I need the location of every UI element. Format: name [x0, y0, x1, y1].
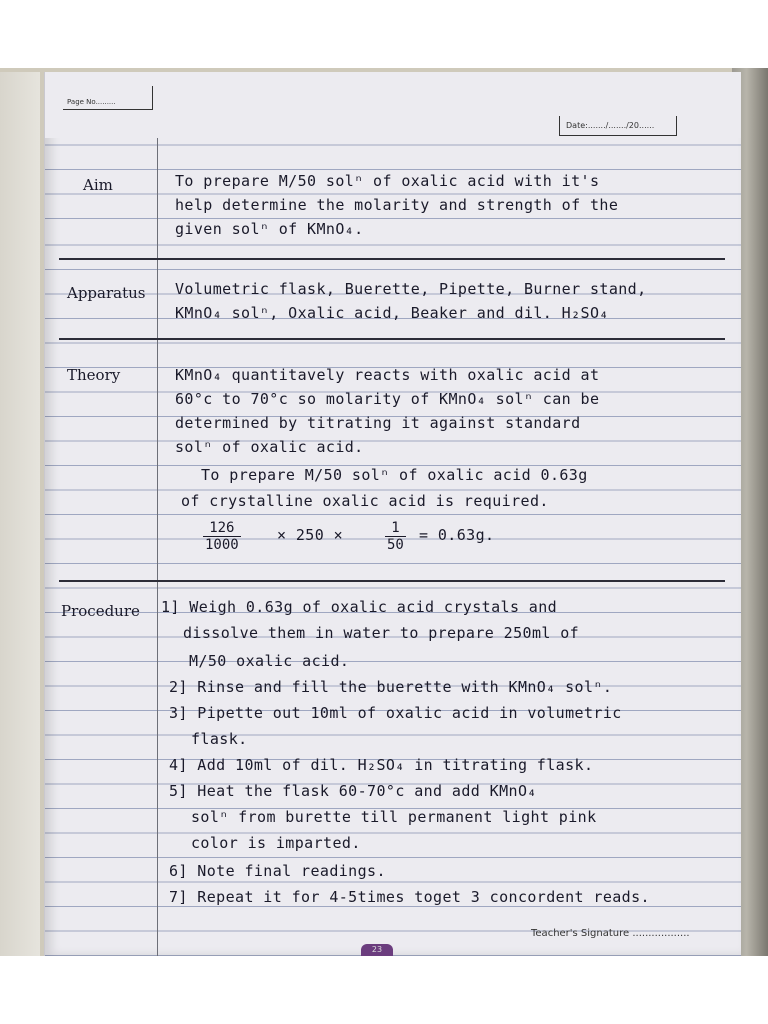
procedure-line-12: 7] Repeat it for 4-5times toget 3 concordent reads.: [169, 888, 650, 906]
notebook-page: [44, 72, 741, 956]
procedure-label: Procedure: [61, 602, 140, 620]
theory-line-3: determined by titrating it against standard: [175, 414, 581, 432]
aim-line-3: given solⁿ of KMnO₄.: [175, 220, 364, 238]
calc-multiplier: × 250 ×: [277, 526, 344, 544]
theory-line-1: KMnO₄ quantitavely reacts with oxalic acid at: [175, 366, 600, 384]
page-number: 23: [361, 944, 393, 956]
calc-result: = 0.63g.: [419, 526, 495, 544]
page-no-field: Page No.........: [63, 86, 153, 110]
calc-fraction-1-numerator: 126: [203, 520, 241, 537]
calc-fraction-2-numerator: 1: [385, 520, 406, 537]
procedure-line-9: solⁿ from burette till permanent light pink: [191, 808, 597, 826]
procedure-line-3: M/50 oxalic acid.: [189, 652, 350, 670]
section-divider: [59, 258, 725, 260]
teacher-signature-label: Teacher's Signature ..................: [531, 928, 690, 939]
aim-label: Aim: [83, 176, 113, 194]
calc-fraction-1: [203, 520, 241, 553]
theory-line-5: To prepare M/50 solⁿ of oxalic acid 0.63g: [201, 466, 588, 484]
procedure-line-11: 6] Note final readings.: [169, 862, 386, 880]
margin-line: [157, 138, 158, 956]
calc-fraction-2-denominator: 50: [387, 537, 404, 553]
section-divider: [59, 580, 725, 582]
apparatus-label: Apparatus: [67, 284, 146, 302]
aim-line-2: help determine the molarity and strength of the: [175, 196, 619, 214]
date-field: Date:......./......./20......: [559, 116, 677, 136]
calc-fraction-1-denominator: 1000: [205, 537, 239, 553]
calc-fraction-2: [385, 520, 406, 553]
procedure-line-4: 2] Rinse and fill the buerette with KMnO₄ solⁿ.: [169, 678, 613, 696]
aim-line-1: To prepare M/50 solⁿ of oxalic acid with it's: [175, 172, 600, 190]
procedure-line-10: color is imparted.: [191, 834, 361, 852]
procedure-line-6: flask.: [191, 730, 248, 748]
theory-line-6: of crystalline oxalic acid is required.: [181, 492, 549, 510]
procedure-line-8: 5] Heat the flask 60-70°c and add KMnO₄: [169, 782, 537, 800]
theory-line-2: 60°c to 70°c so molarity of KMnO₄ solⁿ can be: [175, 390, 600, 408]
procedure-line-5: 3] Pipette out 10ml of oxalic acid in volumetric: [169, 704, 622, 722]
facing-page-edge: [0, 72, 40, 956]
theory-label: Theory: [67, 366, 121, 384]
procedure-line-2: dissolve them in water to prepare 250ml of: [183, 624, 580, 642]
apparatus-line-1: Volumetric flask, Buerette, Pipette, Burner stand,: [175, 280, 647, 298]
theory-line-4: solⁿ of oxalic acid.: [175, 438, 364, 456]
procedure-line-7: 4] Add 10ml of dil. H₂SO₄ in titrating flask.: [169, 756, 594, 774]
procedure-line-1: 1] Weigh 0.63g of oxalic acid crystals and: [161, 598, 558, 616]
section-divider: [59, 338, 725, 340]
apparatus-line-2: KMnO₄ solⁿ, Oxalic acid, Beaker and dil. H₂SO₄: [175, 304, 609, 322]
